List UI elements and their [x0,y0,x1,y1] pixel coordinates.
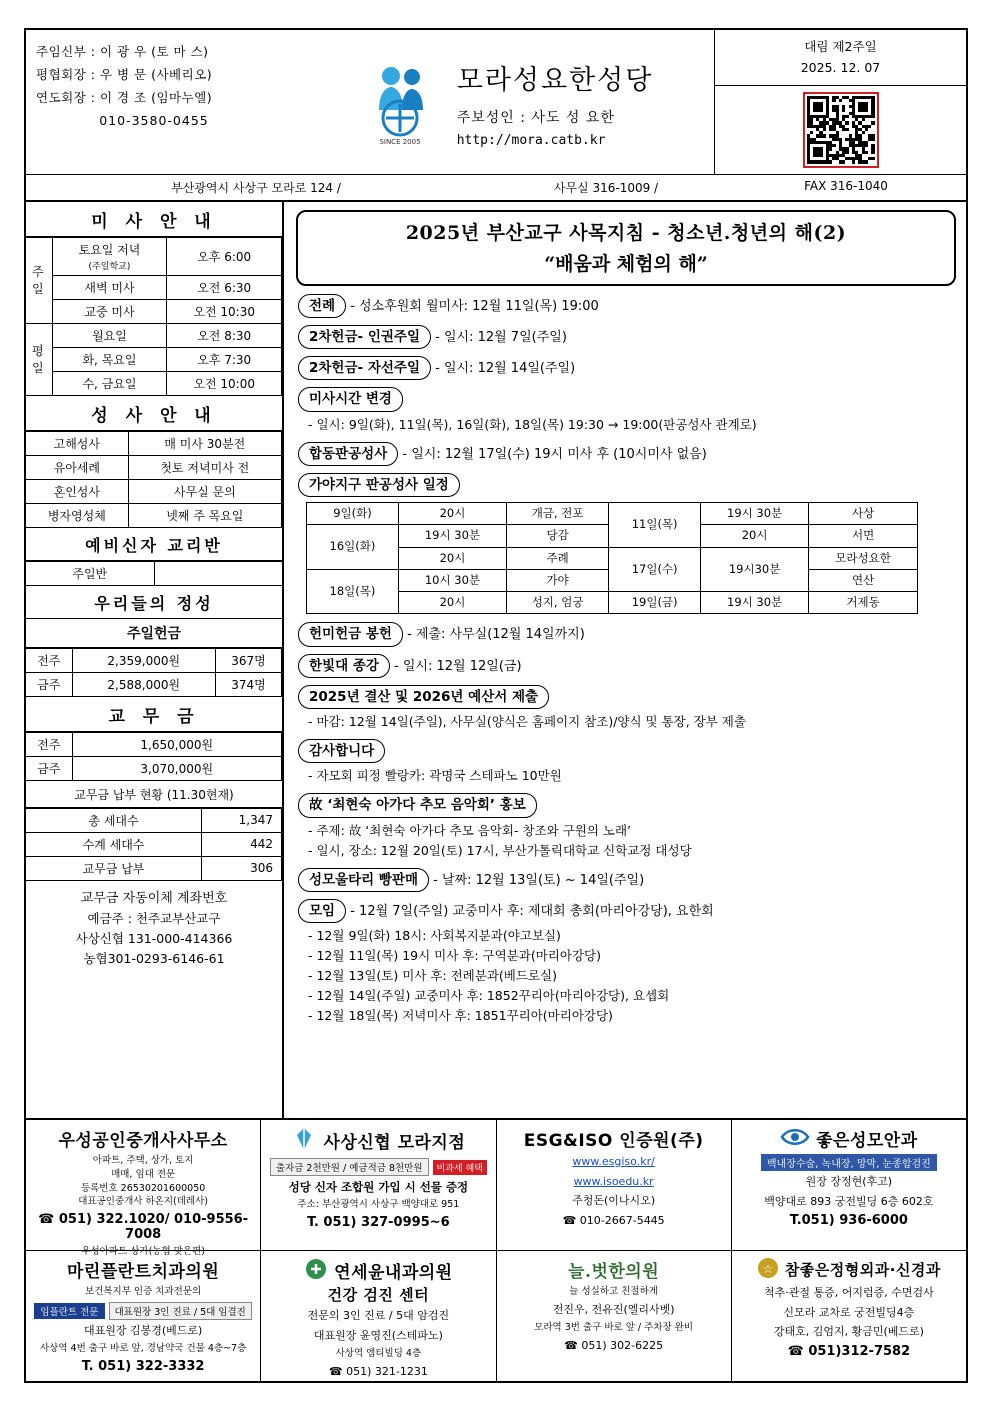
table-cell: 19시30분 [701,547,809,592]
offering-count: 367명 [216,648,282,672]
banner-line-2: “배움과 체험의 해” [544,252,708,275]
mass-group-weekday: 평 일 [26,323,52,395]
notice-subline: - 주제: 故 ‘최현숙 아가다 추모 음악회- 창조와 구원의 노래’ [308,822,632,838]
table-row [26,323,282,347]
ad-joeun-eye-clinic[interactable] [732,1120,966,1250]
notice-sublines [308,415,958,435]
pastoral-banner [296,210,956,286]
table-row [26,561,282,585]
mass-time: 오전 10:00 [167,371,282,395]
notice-subline: - 12월 13일(토) 미사 후: 전례분과(베드로실) [308,968,557,983]
notice-text: - 일시: 12월 7일(주일) [430,329,567,345]
notice-pill: 모임 [298,899,346,923]
ad-detail-1: 전문의 3인 진료 / 5대 암검진 [307,1309,450,1322]
patron-saint: 주보성인 : 사도 성 요한 [456,109,615,126]
sacrament-name: 병자영성체 [26,503,128,527]
notice-list [294,294,958,1027]
notice-item [298,899,958,1026]
address-bar [26,175,966,202]
sacrament-name: 고해성사 [26,431,128,455]
offering-label: 전주 [26,648,72,672]
parish-dues-table [26,732,282,781]
table-cell: 20시 [398,547,506,569]
sacrament-name: 유아세례 [26,455,128,479]
account-lines [26,909,282,969]
ad-header [737,1126,961,1151]
table-row [26,371,282,395]
ad-address: 사상역 4번 출구 바로 앞, 경남약국 건물 4층~7층 [39,1343,247,1355]
notice-sublines [308,766,958,786]
status-value: 306 [202,856,282,880]
ad-woosung-realty[interactable] [26,1120,261,1258]
ad-sasang-credit-union[interactable] [261,1120,496,1250]
table-row [307,503,918,525]
notice-subline: - 12월 14일(주일) 교중미사 후: 1852꾸리아(마리아강당), 요셉회 [308,988,670,1003]
notice-item [298,739,958,786]
gaya-confession-table [306,502,918,614]
sunday-offering-title: 주일헌금 [26,619,282,648]
ad-subtitle: 보건복지부 인증 치과전문의 [85,1286,202,1297]
notice-text: - 12월 7일(주일) 교중미사 후: 제대회 총회(마리아강당), 요한회 [346,903,714,919]
table-row [307,547,918,569]
table-cell: 9일(화) [307,503,399,525]
table-cell: 19일(금) [609,592,701,614]
ad-contact-name: 주청돈(이나시오) [572,1194,656,1207]
ad-address: 모라역 3번 출구 바로 앞 / 주차장 완비 [534,1322,694,1334]
mass-name: 교중 미사 [52,299,167,323]
ad-subtitle: 성당 신자 조합원 가입 시 선물 증정 [288,1180,469,1194]
mass-time: 오전 10:30 [167,299,282,323]
mass-time: 오후 7:30 [167,347,282,371]
ad-footnote: 우성아파트 상가(농협 맞은편) [81,1246,205,1258]
notice-pill: 미사시간 변경 [298,387,403,411]
notice-subline: - 마감: 12월 14일(주일), 사무실(양식은 홈페이지 참조)/양식 및 통장, 장부 제출 [308,714,746,729]
mass-name: 토요일 저녁 (주일학교) [52,237,167,275]
sacrament-title: 성 사 안 내 [26,396,282,431]
table-row [26,347,282,371]
svg-text:SINCE 2005: SINCE 2005 [379,137,421,146]
notice-pill: 故 ‘최현숙 아가다 추모 음악회’ 홍보 [298,793,537,817]
notice-text: - 일시: 12월 17일(수) 19시 미사 후 (10시미사 없음) [398,446,707,462]
church-address: 부산광역시 사상구 모라로 124 / [171,180,341,195]
sacrament-name: 혼인성사 [26,479,128,503]
credit-union-icon [291,1126,317,1155]
table-row [307,592,918,614]
stethoscope-icon [304,1257,328,1284]
ad-doctor: 대표원장 김봉경(베드로) [83,1323,203,1337]
banner-line-1: 2025년 부산교구 사목지침 - 청소년.청년의 해(2) [405,221,847,244]
notice-pill: 2차헌금- 자선주일 [298,356,431,380]
ad-phone: ☎ 051) 302-6225 [564,1339,664,1353]
ad-slogan: 늘 성실하고 친절하게 [569,1286,658,1297]
left-column [26,202,284,1119]
ad-doctor: 대표원장 윤영진(스테파노) [313,1328,443,1342]
table-row [26,299,282,323]
mass-name: 수, 금요일 [52,371,167,395]
ads-row-1 [26,1120,966,1258]
ad-link-1[interactable]: www.esgiso.kr/ [572,1155,655,1168]
table-cell: 16일(화) [307,525,399,570]
notice-text: - 제출: 사무실(12월 14일까지) [402,627,585,643]
header-date-qr [714,30,966,174]
notice-text: - 성소후원회 월미사: 12월 11일(목) 19:00 [346,298,599,314]
table-cell: 19시 30분 [701,503,809,525]
table-cell: 20시 [398,503,506,525]
dues-label: 전주 [26,732,72,756]
catechumen-title: 예비신자 교리반 [26,528,282,561]
table-cell: 17일(수) [609,547,701,592]
date-block [715,30,966,86]
notice-subline: - 자모회 피정 빨랑카: 곽명국 스테파노 10만원 [308,768,562,784]
ad-address: 주소: 부산광역시 사상구 백양대로 951 [297,1199,460,1210]
table-cell: 개금, 전포 [506,503,608,525]
status-value: 442 [202,832,282,856]
office-phone: 사무실 316-1009 / [553,180,659,195]
catechumen-class: 주일반 [26,561,154,585]
status-label: 수계 세대수 [26,832,202,856]
ad-phone: ☎ 051)312-7582 [787,1343,911,1359]
yeondo-line: 연도회장 : 이 경 조 (임마누엘) [36,90,213,106]
catechumen-table [26,561,282,586]
notice-subline: - 12월 18일(목) 저녁미사 후: 1851꾸리아(마리아강당) [308,1008,613,1023]
church-logo-icon [357,60,443,146]
notice-item [298,868,958,892]
mass-name: 화, 목요일 [52,347,167,371]
header [26,30,966,175]
ad-title: ESG&ISO 인증원(주) [523,1131,704,1151]
ad-details: 아파트, 주택, 상가, 토지 매매, 임대 전문 등록번호 26530201600050 대표공인중개사 하온지(데레사) [78,1155,208,1208]
ad-yonsei-yoon-clinic[interactable] [261,1251,496,1381]
ad-esg-iso[interactable] [497,1120,732,1250]
fax-number: FAX 316-1040 [804,178,888,193]
right-column [284,202,966,1119]
account-sasang: 사상신협 131-000-414366 [75,930,233,946]
offering-amount: 2,359,000원 [72,648,216,672]
header-contacts [26,30,296,174]
ad-doctor: 원장 장정현(후고) [805,1175,893,1188]
table-row [26,672,282,696]
notice-pill: 가야지구 판공성사 일정 [298,473,460,497]
ad-header [737,1257,961,1282]
ad-address: 신모라 교차로 궁전빌딩4층 [783,1305,915,1319]
notice-item [298,473,958,615]
table-row [26,431,282,455]
sacrament-value: 첫토 저녁미사 전 [128,455,281,479]
ad-phone: T. 051) 327-0995~6 [307,1214,450,1230]
liturgical-week: 대림 제2주일 [804,39,877,54]
table-cell: 거제동 [809,592,918,614]
mass-name: 새벽 미사 [52,275,167,299]
notice-pill: 성모울타리 빵판매 [298,868,429,892]
catechumen-value [154,561,282,585]
table-cell: 19시 30분 [701,592,809,614]
phone-line: 010-3580-0455 [99,113,209,129]
ads-row-2 [26,1250,966,1381]
ad-marine-plant-dental[interactable] [26,1251,261,1381]
notice-text: - 날짜: 12월 13일(토) ~ 14일(주일) [429,872,645,888]
ad-tagline: 출자금 2천만원 / 예금적금 8천만원 비과세 혜택 [266,1158,490,1176]
notice-item [298,294,958,318]
church-name: 모라성요한성당 [456,64,654,96]
table-cell: 연산 [809,569,918,591]
ad-address: 백양대로 893 궁전빌딩 6층 602호 [764,1194,934,1208]
notice-item [298,654,958,678]
notice-item [298,387,958,434]
notice-sublines [308,926,958,1026]
notice-pill: 2025년 결산 및 2026년 예산서 제출 [298,685,549,709]
notice-item [298,793,958,860]
notice-item [298,622,958,646]
ad-title: 좋은성모안과 [816,1131,918,1151]
ad-highlight: 백내장수술, 녹내장, 망막, 눈종합검진 [737,1154,961,1171]
notice-sublines [308,712,958,732]
table-row [26,237,282,275]
mass-time: 오후 6:00 [167,237,282,275]
table-row [26,856,282,880]
ad-link-2[interactable]: www.isoedu.kr [573,1174,654,1188]
table-cell: 모라성요한 [809,547,918,569]
ad-neulbeot-oriental-clinic[interactable] [497,1251,732,1381]
issue-date: 2025. 12. 07 [800,60,881,76]
ad-header [266,1126,490,1155]
table-cell: 18일(목) [307,569,399,614]
ad-doctors: 강태호, 김엄지, 황금민(베드로) [773,1325,924,1338]
status-label: 총 세대수 [26,808,202,832]
table-row [26,503,282,527]
notice-item [298,685,958,732]
dues-label: 금주 [26,756,72,780]
mass-name: 월요일 [52,323,167,347]
notice-item [298,442,958,466]
sacrament-value: 사무실 문의 [128,479,281,503]
notice-pill: 헌미헌금 봉헌 [298,622,403,646]
status-label: 교무금 납부 [26,856,202,880]
ad-tagline: 임플란트 전문 대표원장 3인 진료 / 5대 임결진 [31,1302,255,1320]
mass-group-sunday: 주 일 [26,237,52,323]
offering-count: 374명 [216,672,282,696]
offering-amount: 2,588,000원 [72,672,216,696]
council-line: 평협회장 : 우 병 문 (사베리오) [36,67,213,83]
status-value: 1,347 [202,808,282,832]
account-holder: 예금주 : 천주교부산교구 [87,910,221,926]
notice-text: - 일시: 12월 14일(주일) [430,361,576,376]
account-title: 교무금 자동이체 계좌번호 [80,890,228,906]
table-cell: 성지, 엄궁 [506,592,608,614]
ad-subtitle: 건강 검진 센터 [327,1286,430,1304]
table-cell: 11일(목) [609,503,701,548]
table-cell: 19시 30분 [398,525,506,547]
table-row [26,732,282,756]
ad-phone: T.051) 936-6000 [789,1213,908,1228]
dues-amount: 3,070,000원 [72,756,282,780]
notice-pill: 한빛대 종강 [298,654,390,678]
sacrament-table [26,431,282,528]
sacrament-value: 넷째 주 목요일 [128,503,281,527]
table-row [26,832,282,856]
table-row [26,648,282,672]
notice-pill: 감사합니다 [298,739,385,763]
parish-dues-title: 교 무 금 [26,697,282,732]
ad-phone: ☎ 051) 322.1020/ 010-9556-7008 [38,1212,249,1243]
notice-subline: - 일시: 9일(화), 11일(목), 16일(화), 18일(목) 19:30 → 19:00(판공성사 관계로) [308,416,757,432]
ad-title: 사상신협 모라지점 [323,1133,466,1153]
ortho-icon [757,1257,779,1282]
table-cell: 주례 [506,547,608,569]
notice-pill: 합동판공성사 [298,442,398,466]
ad-address: 사상역 엠티빌딩 4층 [335,1348,422,1359]
dues-status-title: 교무금 납부 현황 (11.30현재) [26,781,282,808]
offering-title: 우리들의 정성 [26,586,282,619]
bulletin-sheet [24,28,968,1383]
qr-code-icon[interactable] [715,86,966,174]
ad-phone: ☎ 010-2667-5445 [562,1213,665,1227]
bulletin-body [26,202,966,1119]
table-cell: 당감 [506,525,608,547]
table-row [26,455,282,479]
table-row [26,756,282,780]
notice-text: - 일시: 12월 12일(금) [389,658,522,674]
notice-subline: - 12월 11일(목) 19시 미사 후: 구역분과(마리아강당) [308,948,601,963]
priest-line: 주임신부 : 이 광 우 (토 마 스) [36,44,209,59]
offering-label: 금주 [26,672,72,696]
ad-title: 연세윤내과의원 [334,1263,453,1283]
sunday-offering-table [26,648,282,697]
mass-time: 오전 6:30 [167,275,282,299]
ad-title: 참좋은정형외과·신경과 [784,1261,941,1279]
svg-text:☆: ☆ [762,1262,774,1276]
ad-header [266,1257,490,1284]
notice-item [298,356,958,380]
ad-title: 늘.벗한의원 [568,1262,660,1282]
church-url[interactable]: http://mora.catb.kr [456,132,606,148]
notice-sublines [308,821,958,861]
table-cell: 사상 [809,503,918,525]
notice-subline: - 12월 9일(화) 18시: 사회복지분과(야고보실) [308,928,561,943]
mass-time: 오전 8:30 [167,323,282,347]
table-cell: 20시 [701,525,809,547]
ad-chamjoeun-ortho[interactable] [732,1251,966,1381]
ad-title: 우성공인중개사사무소 [58,1131,228,1151]
mass-schedule-title: 미 사 안 내 [26,202,282,237]
ad-detail-1: 척추·관절 통증, 어지럼증, 수면검사 [764,1286,934,1299]
table-row [26,808,282,832]
dues-status-table [26,808,282,881]
table-row [26,275,282,299]
ad-title: 마린플란트치과의원 [66,1262,220,1282]
header-identity [296,30,714,174]
sacrament-value: 매 미사 30분전 [128,431,281,455]
mass-schedule-table [26,237,282,396]
table-cell: 10시 30분 [398,569,506,591]
eye-icon [780,1126,810,1151]
notice-subline: - 일시, 장소: 12월 20일(토) 17시, 부산가톨릭대학교 신학교정 대성당 [308,842,692,858]
table-row [26,479,282,503]
ad-phone: T. 051) 322-3332 [81,1359,205,1375]
account-nh: 농협301-0293-6146-61 [83,950,225,966]
notice-item [298,325,958,349]
table-cell: 서면 [809,525,918,547]
notice-pill: 전례 [298,294,346,318]
ad-phone: ☎ 051) 321-1231 [328,1364,428,1378]
ad-doctor: 전진우, 전유진(엘리사벳) [552,1302,675,1316]
notice-pill: 2차헌금- 인권주일 [298,325,431,349]
table-cell: 20시 [398,592,506,614]
table-cell: 가야 [506,569,608,591]
dues-amount: 1,650,000원 [72,732,282,756]
sponsor-ads [26,1118,966,1381]
